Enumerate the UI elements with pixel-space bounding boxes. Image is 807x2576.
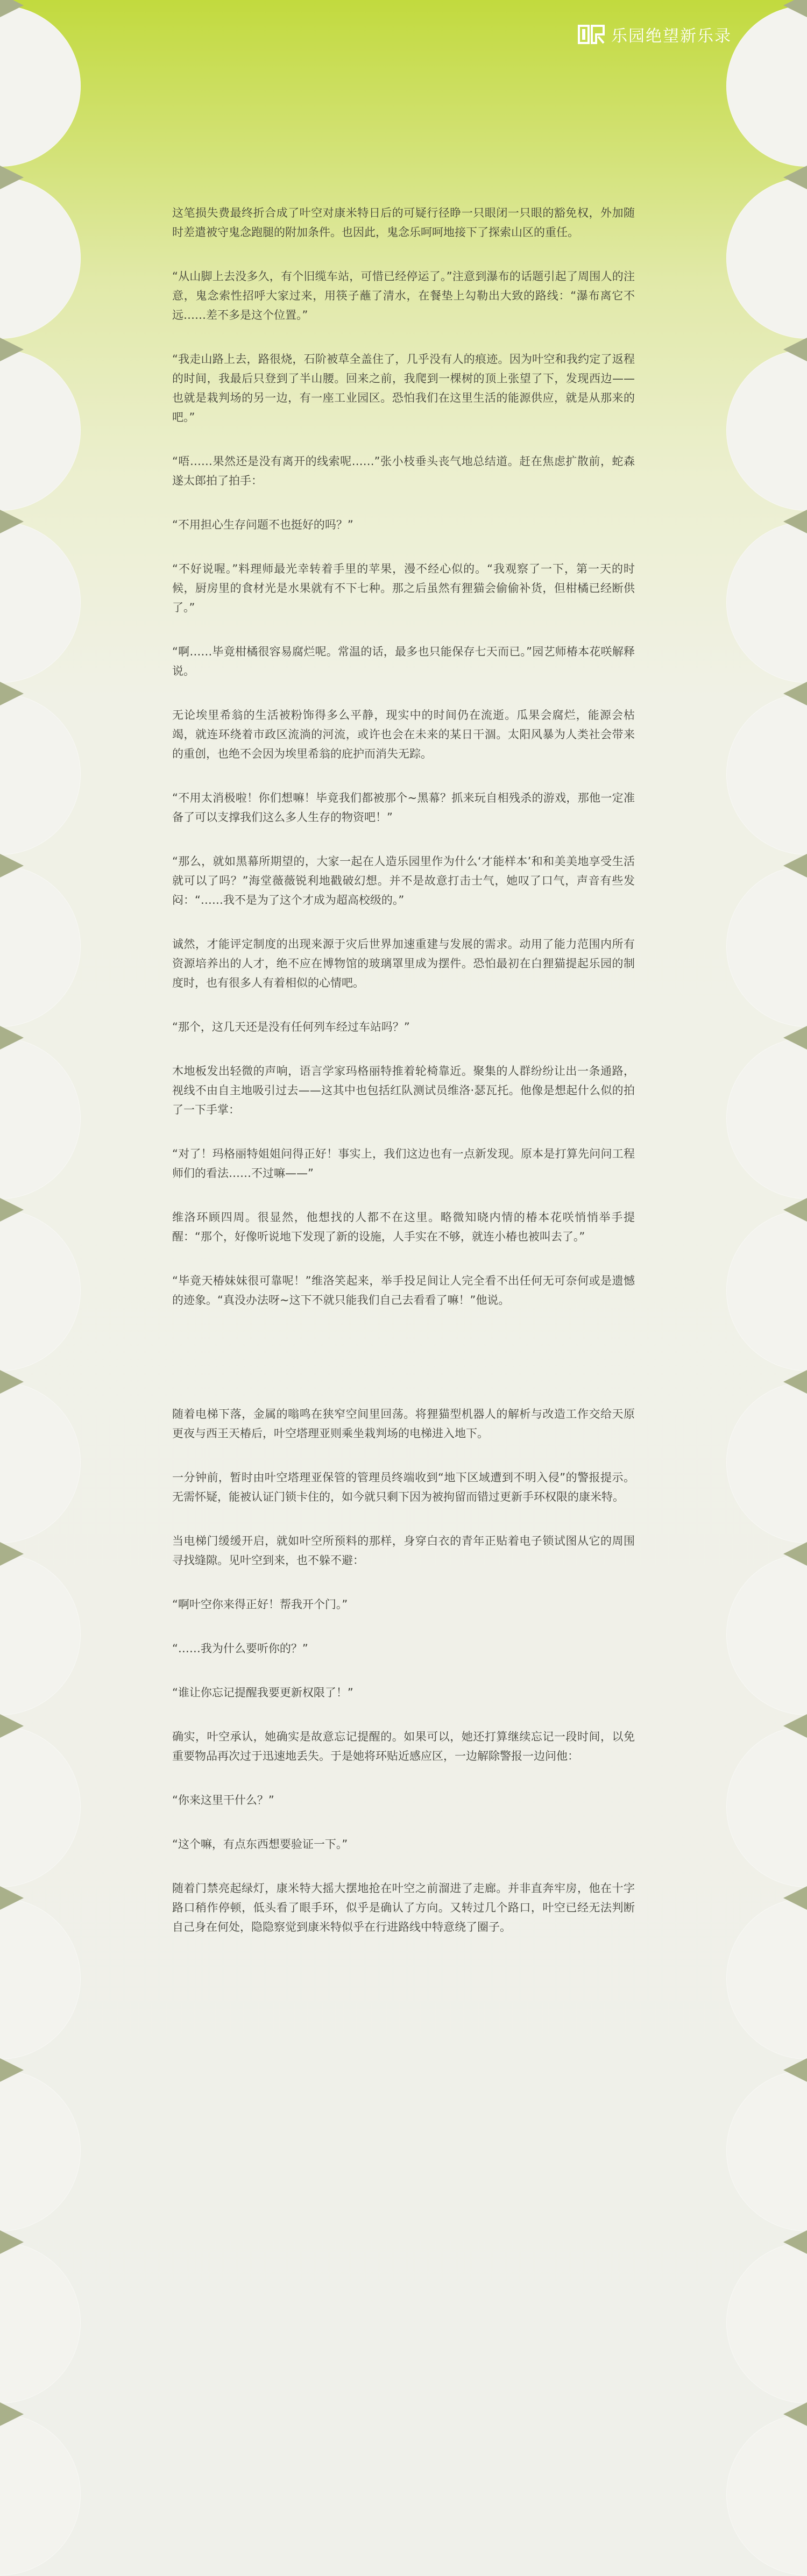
scallop-shape (726, 1382, 807, 1543)
scallop-shape (0, 522, 81, 683)
scallop-shape (0, 1038, 81, 1199)
border-notch (0, 1886, 24, 1910)
border-notch (783, 1198, 807, 1222)
border-notch (0, 166, 24, 189)
scallop-shape (726, 1554, 807, 1715)
story-paragraph: 当电梯门缓缓开启，就如叶空所预料的那样，身穿白衣的青年正贴着电子锁试图从它的周围寻找缝隙。见叶空到来，也不躲不避： (172, 1535, 635, 1567)
section-divider-space (172, 1335, 635, 1404)
border-notch (783, 2230, 807, 2254)
story-paragraph: “不用担心生存问题不也挺好的吗？” (172, 518, 353, 531)
right-scallop-border (721, 0, 807, 2576)
scallop-shape (726, 1898, 807, 2059)
scallop-shape (726, 1038, 807, 1199)
border-notch (783, 1714, 807, 1738)
scallop-shape (0, 2242, 81, 2403)
story-article (172, 203, 635, 1961)
scallop-shape (0, 5, 81, 167)
border-notch (0, 2058, 24, 2082)
story-paragraph: “毕竟天椿妹妹很可靠呢！”维洛笑起来，举手投足间让人完全看不出任何无可奈何或是遗憾的迹象。“真没办法呀~这下不就只能我们自己去看看了嘛！”他说。 (172, 1274, 635, 1307)
logo-mark-icon (578, 24, 606, 45)
border-notch (783, 166, 807, 189)
story-paragraph: “啊叶空你来得正好！帮我开个门。” (172, 1598, 348, 1611)
border-notch (0, 2402, 24, 2426)
border-notch (783, 2058, 807, 2082)
story-paragraph: “对了！玛格丽特姐姐问得正好！事实上，我们这边也有一点新发现。原本是打算先问问工程师们的看法……不过嘛——” (172, 1147, 635, 1180)
story-paragraph: 维洛环顾四周。很显然，他想找的人都不在这里。略微知晓内情的椿本花咲悄悄举手提醒：“那个，好像听说地下发现了新的设施，人手实在不够，就连小椿也被叫去了。” (172, 1211, 635, 1243)
border-notch (0, 510, 24, 533)
border-notch (783, 1542, 807, 1566)
scallop-shape (0, 1210, 81, 1371)
story-paragraph: 木地板发出轻微的声响，语言学家玛格丽特推着轮椅靠近。聚集的人群纷纷让出一条通路，视线不由自主地吸引过去——这其中也包括红队测试员维洛·瑟瓦托。他像是想起什么似的拍了一下手掌： (172, 1065, 635, 1116)
scallop-shape (726, 2070, 807, 2231)
border-notch (783, 2402, 807, 2426)
scallop-shape (0, 1726, 81, 1887)
story-paragraph: “谁让你忘记提醒我要更新权限了！” (172, 1686, 353, 1699)
scallop-shape (0, 1898, 81, 2059)
border-notch (0, 854, 24, 877)
border-notch (783, 854, 807, 877)
scallop-shape (726, 177, 807, 339)
scallop-shape (726, 866, 807, 1027)
story-paragraph: 这笔损失费最终折合成了叶空对康米特日后的可疑行径睁一只眼闭一只眼的豁免权，外加随时差遣被守鬼念跑腿的附加条件。也因此，鬼念乐呵呵地接下了探索山区的重任。 (172, 206, 635, 239)
border-notch (783, 1370, 807, 1394)
story-paragraph: “你来这里干什么？” (172, 1794, 274, 1807)
brand-logo (578, 23, 732, 46)
story-paragraph: “不好说喔。”料理师最光幸转着手里的苹果，漫不经心似的。“我观察了一下，第一天的时候，厨房里的食材光是水果就有不下七种。那之后虽然有狸猫会偷偷补货，但柑橘已经断供了。” (172, 562, 635, 614)
scallop-shape (0, 2414, 81, 2575)
story-paragraph: “从山脚上去没多久，有个旧缆车站，可惜已经停运了。”注意到瀑布的话题引起了周围人的注意，鬼念索性招呼大家过来，用筷子蘸了清水，在餐垫上勾勒出大致的路线：“瀑布离它不远……差不多是这个位置。” (172, 270, 635, 322)
scallop-shape (0, 694, 81, 855)
scallop-shape (0, 1382, 81, 1543)
scallop-shape (726, 522, 807, 683)
story-paragraph: “啊……毕竟柑橘很容易腐烂呢。常温的话，最多也只能保存七天而已。”园艺师椿本花咲解释说。 (172, 645, 635, 677)
story-paragraph: “那个，这几天还是没有任何列车经过车站吗？” (172, 1021, 410, 1033)
border-notch (783, 1886, 807, 1910)
border-notch (0, 1714, 24, 1738)
scallop-shape (726, 1210, 807, 1371)
story-paragraph: “我走山路上去，路很烧，石阶被草全盖住了，几乎没有人的痕迹。因为叶空和我约定了返程的时间，我最后只登到了半山腰。回来之前，我爬到一棵树的顶上张望了下，发现西边——也就是栽判场的另一边，有一座工业园区。恐怕我们在这里生活的能源供应，就是从那来的吧。” (172, 353, 635, 424)
story-paragraph: 一分钟前，暂时由叶空塔理亚保管的管理员终端收到“地下区域遭到不明入侵”的警报提示。无需怀疑，能被认证门锁卡住的，如今就只剩下因为被拘留而错过更新手环权限的康米特。 (172, 1471, 635, 1503)
border-notch (783, 338, 807, 361)
scallop-shape (726, 694, 807, 855)
scallop-shape (726, 2414, 807, 2575)
story-section-2 (172, 1404, 635, 1937)
border-notch (0, 338, 24, 361)
scallop-shape (0, 1554, 81, 1715)
scallop-shape (0, 177, 81, 339)
story-paragraph: “唔……果然还是没有离开的线索呢……”张小枝垂头丧气地总结道。赶在焦虑扩散前，蛇森遂太郎拍了拍手： (172, 455, 635, 487)
border-notch (0, 2230, 24, 2254)
story-paragraph: 随着门禁亮起绿灯，康米特大摇大摆地抢在叶空之前溜进了走廊。并非直奔牢房，他在十字路口稍作停顿，低头看了眼手环，似乎是确认了方向。又转过几个路口，叶空已经无法判断自己身在何处，隐隐察觉到康米特似乎在行进路线中特意绕了圈子。 (172, 1882, 635, 1933)
border-notch (0, 1198, 24, 1222)
story-paragraph: 无论埃里希翁的生活被粉饰得多么平静，现实中的时间仍在流逝。瓜果会腐烂，能源会枯竭，就连环绕着市政区流淌的河流，或许也会在未来的某日干涸。太阳风暴为人类社会带来的重创，也绝不会因为埃里希翁的庇护而消失无踪。 (172, 709, 635, 760)
scallop-shape (726, 1726, 807, 1887)
border-notch (783, 682, 807, 705)
story-paragraph: “不用太消极啦！你们想嘛！毕竟我们都被那个~黑幕？抓来玩自相残杀的游戏，那他一定准备了可以支撑我们这么多人生存的物资吧！” (172, 791, 635, 824)
story-paragraph: “那么，就如黑幕所期望的，大家一起在人造乐园里作为什么‘才能样本’和和美美地享受生活就可以了吗？”海堂薇薇锐利地戳破幻想。并不是故意打击士气，她叹了口气，声音有些发闷：“……我不是为了这个才成为超高校级的。” (172, 855, 635, 907)
story-paragraph: 随着电梯下落，金属的嗡鸣在狭窄空间里回荡。将狸猫型机器人的解析与改造工作交给天原更夜与西王天椿后，叶空塔理亚则乘坐栽判场的电梯进入地下。 (172, 1408, 635, 1440)
border-notch (0, 1542, 24, 1566)
story-paragraph: 诚然，才能评定制度的出现来源于灾后世界加速重建与发展的需求。动用了能力范围内所有资源培养出的人才，绝不应在博物馆的玻璃罩里成为摆件。恐怕最初在白狸猫提起乐园的制度时，也有很多人有着相似的心情吧。 (172, 938, 635, 989)
scallop-shape (0, 2070, 81, 2231)
border-notch (0, 0, 24, 17)
border-notch (783, 0, 807, 17)
border-notch (0, 1370, 24, 1394)
story-paragraph: “这个嘛，有点东西想要验证一下。” (172, 1838, 348, 1851)
scallop-shape (726, 5, 807, 167)
border-notch (0, 682, 24, 705)
story-paragraph: “……我为什么要听你的？” (172, 1642, 308, 1655)
logo-text: 乐园绝望新乐录 (611, 27, 732, 46)
scallop-shape (0, 349, 81, 511)
border-notch (783, 510, 807, 533)
left-scallop-border (0, 0, 86, 2576)
border-notch (783, 1026, 807, 1050)
border-notch (0, 1026, 24, 1050)
scallop-shape (0, 866, 81, 1027)
scallop-shape (726, 349, 807, 511)
scallop-shape (726, 2242, 807, 2403)
story-section-1 (172, 203, 635, 1310)
story-paragraph: 确实，叶空承认，她确实是故意忘记提醒的。如果可以，她还打算继续忘记一段时间，以免重要物品再次过于迅速地丢失。于是她将环贴近感应区，一边解除警报一边问他： (172, 1730, 635, 1762)
